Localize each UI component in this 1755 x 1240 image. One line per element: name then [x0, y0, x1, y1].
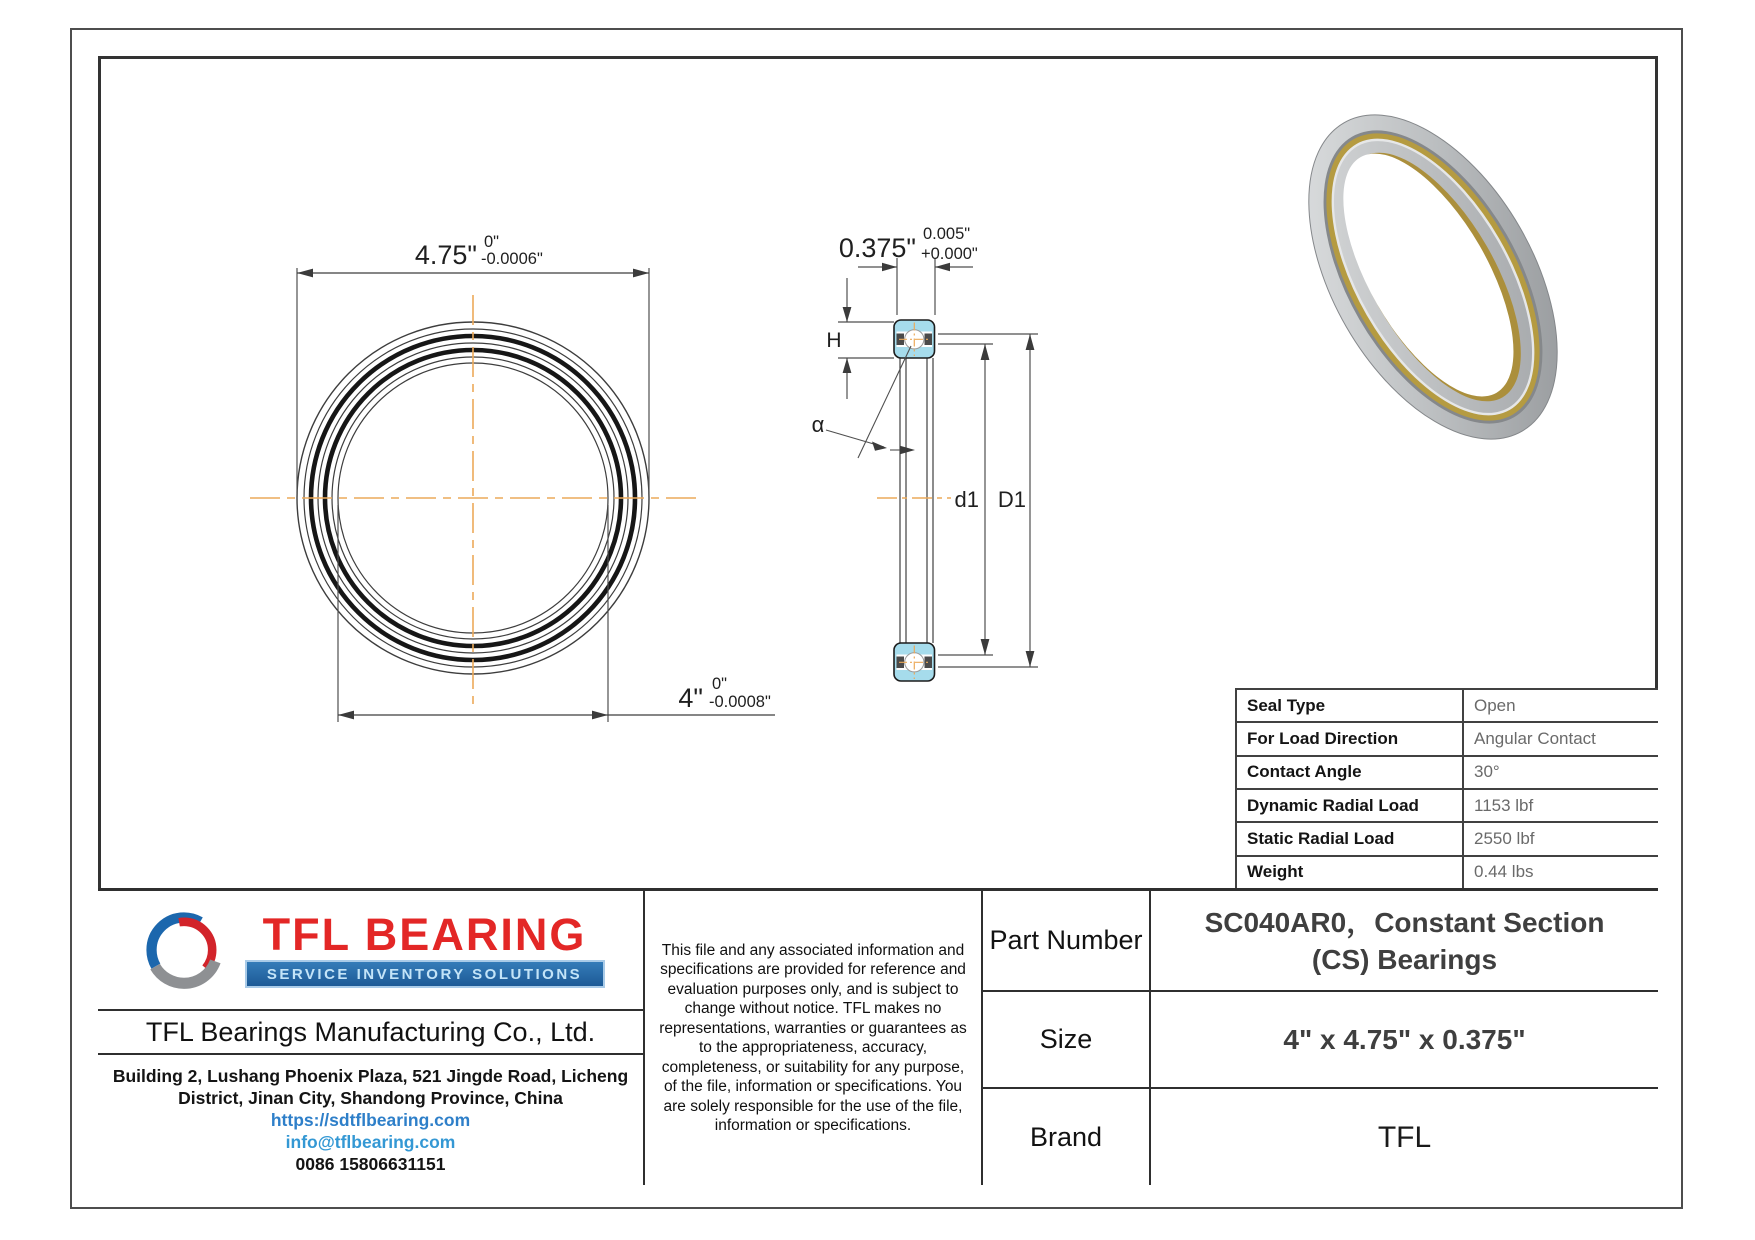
part-number-label: Part Number [983, 891, 1151, 992]
spec-row-static-load [1237, 821, 1658, 854]
tfl-logo-mark-icon [137, 903, 231, 997]
email-link[interactable]: info@tflbearing.com [285, 1132, 456, 1152]
phone-number: 0086 15806631151 [295, 1154, 446, 1174]
spec-row-dynamic-load [1237, 788, 1658, 821]
bearing-3d-render [1283, 82, 1583, 472]
alpha-annotation [826, 430, 915, 454]
spec-label: Seal Type [1237, 690, 1464, 721]
size-value: 4" x 4.75" x 0.375" [1151, 992, 1658, 1089]
id-dim-tol-lower: -0.0008" [709, 693, 771, 711]
size-label: Size [983, 992, 1151, 1089]
h-label: H [826, 329, 842, 352]
od-dim-tol-lower: -0.0006" [481, 250, 543, 268]
spec-label: For Load Direction [1237, 723, 1464, 754]
brand-label: Brand [983, 1089, 1151, 1185]
D1-label: D1 [997, 487, 1026, 512]
section-block-bottom [894, 643, 935, 681]
company-name: TFL Bearings Manufacturing Co., Ltd. [98, 1011, 645, 1055]
spec-value: Open [1474, 695, 1516, 715]
address-line-1: Building 2, Lushang Phoenix Plaza, 521 Jingde Road, Licheng [112, 1066, 629, 1086]
spec-value: 30° [1474, 762, 1500, 782]
spec-row-weight [1237, 855, 1658, 888]
spec-label: Dynamic Radial Load [1237, 790, 1464, 821]
spec-label: Static Radial Load [1237, 823, 1464, 854]
section-width-dimension [858, 258, 973, 315]
front-view [250, 295, 700, 705]
logo-brand-text: TFL BEARING [262, 909, 587, 960]
address-line-2: District, Jinan City, Shandong Province, China [178, 1088, 563, 1108]
id-dim-tol-upper: 0" [712, 675, 728, 693]
spec-value: 2550 lbf [1474, 828, 1535, 848]
h-dimension [838, 278, 894, 399]
spec-value: 1153 lbf [1474, 795, 1534, 815]
id-dim-value: 4" [678, 683, 703, 713]
logo-text-group [245, 909, 605, 988]
disclaimer-text: This file and any associated information and specifications are provided for reference and evaluation purposes only, and is subject to change without notice. TFL makes no representations, warranties or guarantees as to the appropriateness, accuracy, completeness, or suitability for any purpose, of the file, information or specifications. You are solely responsible for the use of the file, information or specifications. [645, 891, 983, 1185]
spec-value: 0.44 lbs [1474, 862, 1534, 882]
section-width-tol-lower: +0.000" [921, 245, 978, 263]
section-width-value: 0.375" [838, 233, 916, 263]
spec-row-load-direction [1237, 721, 1658, 754]
website-link[interactable]: https://sdtflbearing.com [270, 1110, 471, 1130]
spec-table [1235, 688, 1658, 888]
section-block-top [894, 320, 935, 358]
spec-row-contact-angle [1237, 755, 1658, 788]
logo-tagline: SERVICE INVENTORY SOLUTIONS [245, 960, 605, 988]
section-view [858, 320, 951, 681]
od-dim-value: 4.75" [414, 240, 477, 270]
spec-row-seal-type [1237, 690, 1658, 721]
part-number-value: SC040AR0，Constant Section (CS) Bearings [1151, 891, 1658, 992]
spec-label: Contact Angle [1237, 757, 1464, 788]
title-block [98, 888, 1658, 1182]
spec-label: Weight [1237, 857, 1464, 888]
section-width-tol-upper: 0.005" [923, 225, 971, 243]
brand-value: TFL [1377, 1120, 1432, 1154]
od-dim-tol-upper: 0" [484, 233, 500, 251]
alpha-label: α [811, 412, 825, 437]
logo-cell [98, 891, 645, 1011]
company-contact-cell [98, 1055, 645, 1185]
spec-value: Angular Contact [1474, 728, 1596, 748]
d1-label: d1 [954, 487, 979, 512]
